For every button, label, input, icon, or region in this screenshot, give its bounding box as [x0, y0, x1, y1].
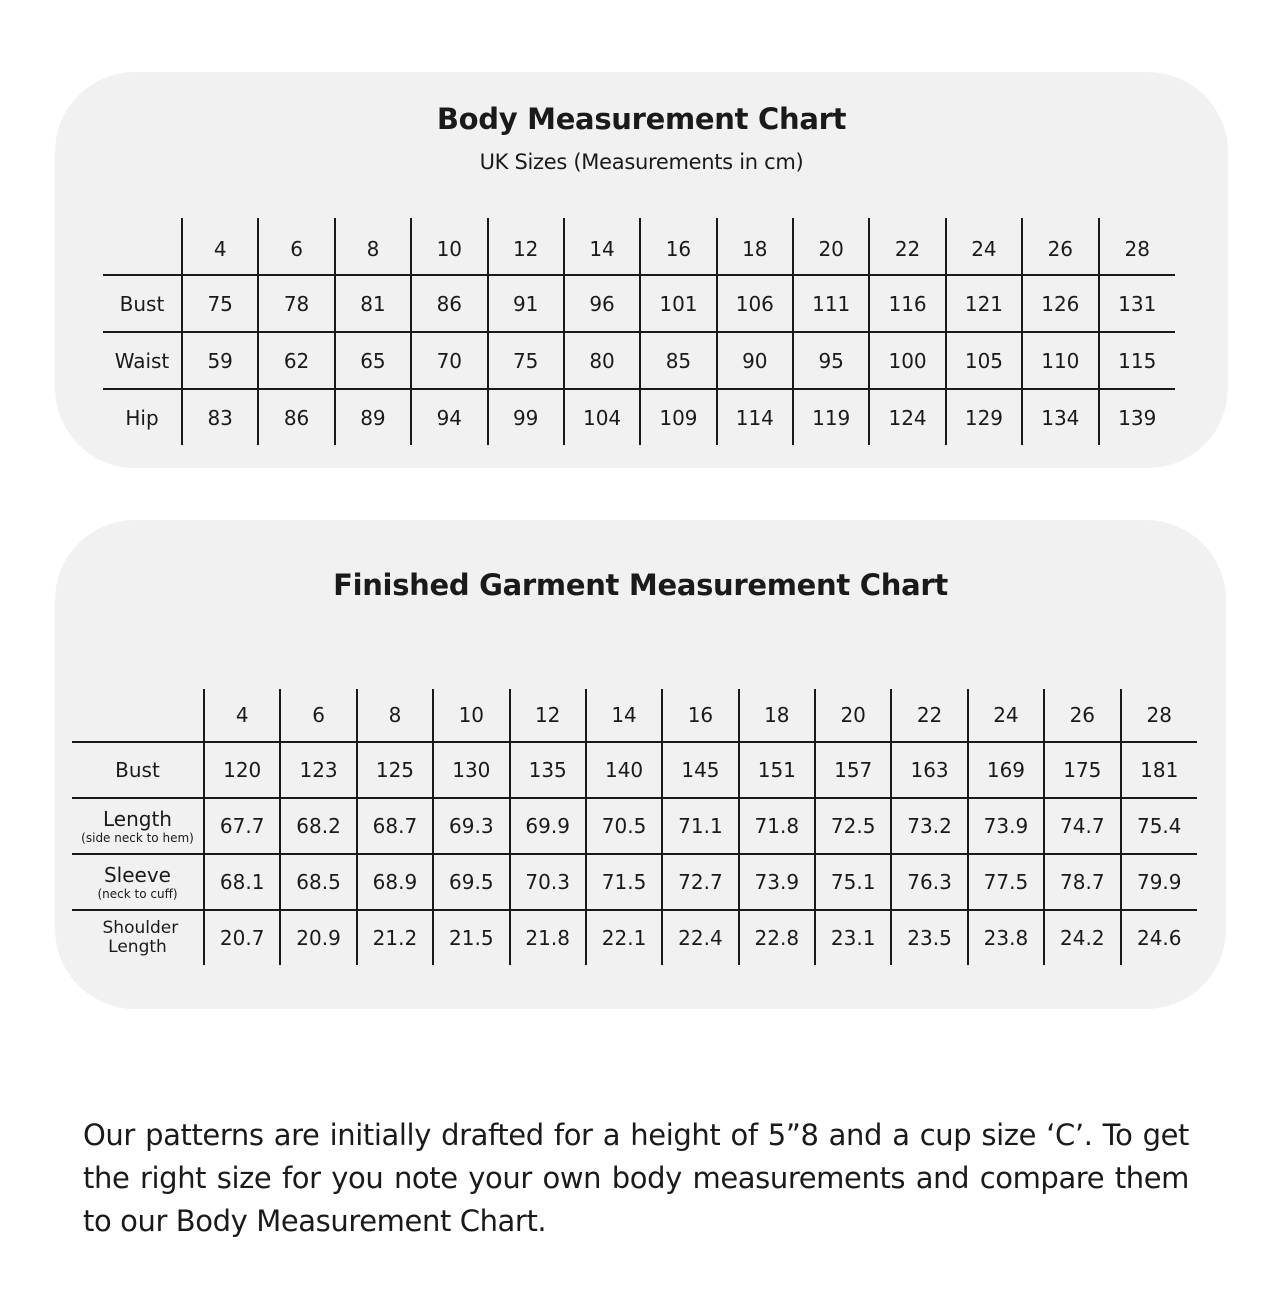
value-cell: 76.3	[891, 854, 967, 910]
size-header-cell: 14	[586, 689, 662, 742]
row-label	[103, 389, 182, 445]
size-header-cell: 14	[564, 218, 640, 275]
value-cell: 129	[946, 389, 1022, 445]
value-cell: 62	[258, 332, 334, 389]
value-cell: 72.7	[662, 854, 738, 910]
value-cell: 157	[815, 742, 891, 798]
size-header-cell: 16	[662, 689, 738, 742]
row-label-text: Bust	[119, 291, 165, 316]
value-cell: 23.5	[891, 910, 967, 965]
value-cell: 135	[510, 742, 586, 798]
size-header-cell: 4	[204, 689, 280, 742]
value-cell: 115	[1099, 332, 1176, 389]
value-cell: 73.9	[968, 798, 1044, 854]
value-cell: 106	[717, 275, 793, 332]
value-cell: 68.1	[204, 854, 280, 910]
value-cell: 95	[793, 332, 869, 389]
size-header-cell: 26	[1022, 218, 1098, 275]
body-measurement-panel	[55, 72, 1228, 468]
value-cell: 139	[1099, 389, 1176, 445]
row-label-text: Shoulder Length	[102, 918, 179, 957]
row-label	[103, 275, 182, 332]
value-cell: 131	[1099, 275, 1176, 332]
value-cell: 77.5	[968, 854, 1044, 910]
value-cell: 75.4	[1121, 798, 1198, 854]
sizing-note: Our patterns are initially drafted for a height of 5”8 and a cup size ‘C’. To get the right size for you note your own body measurements and compare them to our Body Measurement Chart.	[83, 1118, 1189, 1238]
value-cell: 86	[411, 275, 487, 332]
row-label	[72, 854, 204, 910]
value-cell: 123	[280, 742, 356, 798]
size-header-cell: 12	[488, 218, 564, 275]
value-cell: 20.7	[204, 910, 280, 965]
value-cell: 68.2	[280, 798, 356, 854]
value-cell: 69.3	[433, 798, 509, 854]
value-cell: 111	[793, 275, 869, 332]
body-chart-subtitle: UK Sizes (Measurements in cm)	[479, 150, 804, 174]
size-header-cell: 20	[815, 689, 891, 742]
value-cell: 169	[968, 742, 1044, 798]
row-label-text: Length	[103, 807, 172, 831]
table-row	[103, 275, 1175, 332]
table-row	[72, 742, 1197, 798]
value-cell: 23.1	[815, 910, 891, 965]
value-cell: 105	[946, 332, 1022, 389]
value-cell: 71.5	[586, 854, 662, 910]
value-cell: 120	[204, 742, 280, 798]
size-header-cell: 10	[411, 218, 487, 275]
table-row	[72, 910, 1197, 965]
value-cell: 145	[662, 742, 738, 798]
value-cell: 114	[717, 389, 793, 445]
value-cell: 96	[564, 275, 640, 332]
value-cell: 79.9	[1121, 854, 1198, 910]
value-cell: 89	[335, 389, 411, 445]
value-cell: 68.9	[357, 854, 433, 910]
value-cell: 91	[488, 275, 564, 332]
value-cell: 90	[717, 332, 793, 389]
size-header-cell: 16	[640, 218, 716, 275]
value-cell: 73.2	[891, 798, 967, 854]
row-label-text: Sleeve	[103, 863, 171, 887]
value-cell: 21.8	[510, 910, 586, 965]
value-cell: 121	[946, 275, 1022, 332]
row-label	[72, 798, 204, 854]
size-header-cell: 28	[1099, 218, 1176, 275]
value-cell: 70.3	[510, 854, 586, 910]
size-header-cell: 22	[869, 218, 945, 275]
row-sublabel: (side neck to hem)	[81, 831, 194, 845]
value-cell: 85	[640, 332, 716, 389]
size-header-cell: 8	[335, 218, 411, 275]
corner-cell	[103, 218, 182, 275]
value-cell: 68.7	[357, 798, 433, 854]
row-label	[72, 910, 204, 965]
value-cell: 69.5	[433, 854, 509, 910]
value-cell: 125	[357, 742, 433, 798]
value-cell: 78	[258, 275, 334, 332]
size-header-cell: 8	[357, 689, 433, 742]
value-cell: 72.5	[815, 798, 891, 854]
size-header-cell: 18	[739, 689, 815, 742]
value-cell: 78.7	[1044, 854, 1120, 910]
row-sublabel: (neck to cuff)	[97, 887, 178, 901]
size-header-cell: 28	[1121, 689, 1198, 742]
table-row	[72, 798, 1197, 854]
row-label-text: Bust	[115, 758, 160, 782]
value-cell: 21.5	[433, 910, 509, 965]
size-header-cell: 12	[510, 689, 586, 742]
value-cell: 109	[640, 389, 716, 445]
value-cell: 175	[1044, 742, 1120, 798]
value-cell: 83	[182, 389, 258, 445]
garment-chart-title: Finished Garment Measurement Chart	[333, 568, 948, 602]
value-cell: 73.9	[739, 854, 815, 910]
garment-measurement-panel	[55, 520, 1226, 1009]
value-cell: 70.5	[586, 798, 662, 854]
size-header-cell: 24	[968, 689, 1044, 742]
value-cell: 68.5	[280, 854, 356, 910]
size-header-cell: 18	[717, 218, 793, 275]
value-cell: 134	[1022, 389, 1098, 445]
value-cell: 81	[335, 275, 411, 332]
size-header-cell: 4	[182, 218, 258, 275]
corner-cell	[72, 689, 204, 742]
value-cell: 124	[869, 389, 945, 445]
value-cell: 75	[182, 275, 258, 332]
value-cell: 163	[891, 742, 967, 798]
value-cell: 80	[564, 332, 640, 389]
value-cell: 94	[411, 389, 487, 445]
value-cell: 70	[411, 332, 487, 389]
value-cell: 22.1	[586, 910, 662, 965]
row-label-text: Waist	[114, 348, 170, 373]
size-header-cell: 6	[280, 689, 356, 742]
table-row	[72, 854, 1197, 910]
value-cell: 65	[335, 332, 411, 389]
value-cell: 71.1	[662, 798, 738, 854]
value-cell: 130	[433, 742, 509, 798]
value-cell: 24.2	[1044, 910, 1120, 965]
body-measurement-table	[103, 218, 1175, 445]
value-cell: 20.9	[280, 910, 356, 965]
size-header-row	[103, 218, 1175, 275]
value-cell: 100	[869, 332, 945, 389]
size-header-row	[72, 689, 1197, 742]
table-row	[103, 332, 1175, 389]
size-header-cell: 6	[258, 218, 334, 275]
value-cell: 75.1	[815, 854, 891, 910]
value-cell: 22.8	[739, 910, 815, 965]
value-cell: 151	[739, 742, 815, 798]
size-header-cell: 22	[891, 689, 967, 742]
value-cell: 24.6	[1121, 910, 1198, 965]
value-cell: 126	[1022, 275, 1098, 332]
value-cell: 101	[640, 275, 716, 332]
value-cell: 116	[869, 275, 945, 332]
value-cell: 119	[793, 389, 869, 445]
value-cell: 75	[488, 332, 564, 389]
size-header-cell: 24	[946, 218, 1022, 275]
value-cell: 74.7	[1044, 798, 1120, 854]
value-cell: 69.9	[510, 798, 586, 854]
size-header-cell: 20	[793, 218, 869, 275]
table-row	[103, 389, 1175, 445]
body-chart-title: Body Measurement Chart	[436, 102, 847, 136]
row-label	[72, 742, 204, 798]
value-cell: 104	[564, 389, 640, 445]
row-label-text: Hip	[125, 405, 159, 430]
value-cell: 67.7	[204, 798, 280, 854]
value-cell: 110	[1022, 332, 1098, 389]
value-cell: 21.2	[357, 910, 433, 965]
value-cell: 140	[586, 742, 662, 798]
value-cell: 59	[182, 332, 258, 389]
value-cell: 86	[258, 389, 334, 445]
row-label	[103, 332, 182, 389]
size-header-cell: 26	[1044, 689, 1120, 742]
value-cell: 181	[1121, 742, 1198, 798]
value-cell: 22.4	[662, 910, 738, 965]
value-cell: 71.8	[739, 798, 815, 854]
value-cell: 99	[488, 389, 564, 445]
size-header-cell: 10	[433, 689, 509, 742]
garment-measurement-table	[72, 689, 1197, 965]
value-cell: 23.8	[968, 910, 1044, 965]
